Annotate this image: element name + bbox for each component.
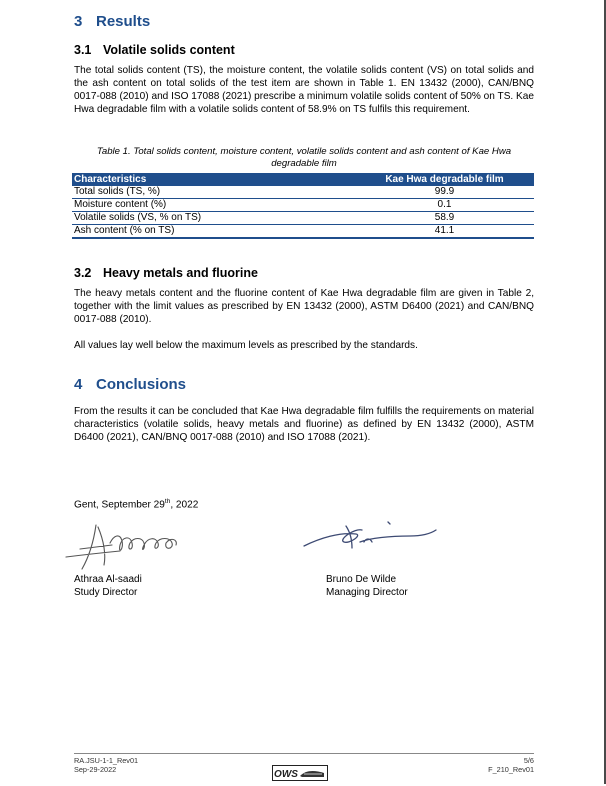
footer-date: Sep-29-2022 [74,765,117,774]
footer-form-ref: F_210_Rev01 [488,765,534,774]
signatory-1-role: Study Director [74,587,138,598]
table-cell-label: Total solids (TS, %) [72,186,355,199]
table-1-caption: Table 1. Total solids content, moisture content, volatile solids content and ash content of Kae Hwa degradable film [96,146,512,169]
table-header-item: Kae Hwa degradable film [355,173,534,186]
signatory-2-role: Managing Director [326,587,408,598]
footer-rule [74,753,534,754]
table-cell-label: Ash content (% on TS) [72,225,355,239]
section-3-1-heading: 3.1 Volatile solids content [74,43,235,57]
ows-logo-text: OWS [274,769,298,780]
table-header-row [72,173,534,186]
table-row [72,199,534,212]
signatory-2-name: Bruno De Wilde [326,574,397,585]
table-cell-value: 99.9 [355,186,534,199]
section-3-heading: 3 Results [74,13,151,30]
table-row [72,212,534,225]
footer-right [474,756,534,774]
table-row [72,225,534,239]
table-header-characteristics: Characteristics [72,173,355,186]
place-date: Gent, September 29th, 2022 [74,498,199,511]
heavy-metals-paragraph: The heavy metals content and the fluorine content of Kae Hwa degradable film are given in Table 2, together with the limit values as prescribed by EN 13432 (2000), ASTM D6400 (2021) and CAN/BNQ 0017-088 (2010). [74,288,534,325]
footer-doc-ref: RA.JSU-1-1_Rev01 [74,756,139,765]
volatile-solids-paragraph: The total solids content (TS), the moisture content, the volatile solids content (VS) on total solids and the ash content on total solids of the test item are shown in Table 1. EN 13432 (2000), CAN/BNQ 0017-088 (2010) and ISO 17088 (2021) prescribe a minimum volatile solids content of 50% on TS. Kae Hwa degradable film with a volatile solids content of 58.9% on TS fulfils this requirement. [74,65,534,115]
ows-logo [272,765,328,781]
footer-page-number: 5/6 [523,756,534,765]
signatory-2 [326,573,408,599]
heavy-metals-note: All values lay well below the maximum levels as prescribed by the standards. [74,340,418,351]
signature-bruno-de-wilde [300,518,440,554]
section-3-2-heading: 3.2 Heavy metals and fluorine [74,266,258,280]
table-cell-value: 41.1 [355,225,534,239]
table-1 [72,173,534,239]
table-row [72,186,534,199]
signature-athraa-al-saadi [60,515,186,573]
table-cell-label: Volatile solids (VS, % on TS) [72,212,355,225]
table-cell-value: 0.1 [355,199,534,212]
footer-left [74,756,138,774]
table-cell-value: 58.9 [355,212,534,225]
table-cell-label: Moisture content (%) [72,199,355,212]
section-4-heading: 4 Conclusions [74,376,187,393]
signatory-1-name: Athraa Al-saadi [74,574,142,585]
signatory-1 [74,573,142,599]
conclusions-paragraph: From the results it can be concluded that Kae Hwa degradable film fulfills the requirements on material characteristics (volatile solids, heavy metals and fluorine) as defined by EN 13432 (2000), ASTM D6400 (2021), CAN/BNQ 0017-088 (2010) and ISO 17088 (2021). [74,406,534,443]
